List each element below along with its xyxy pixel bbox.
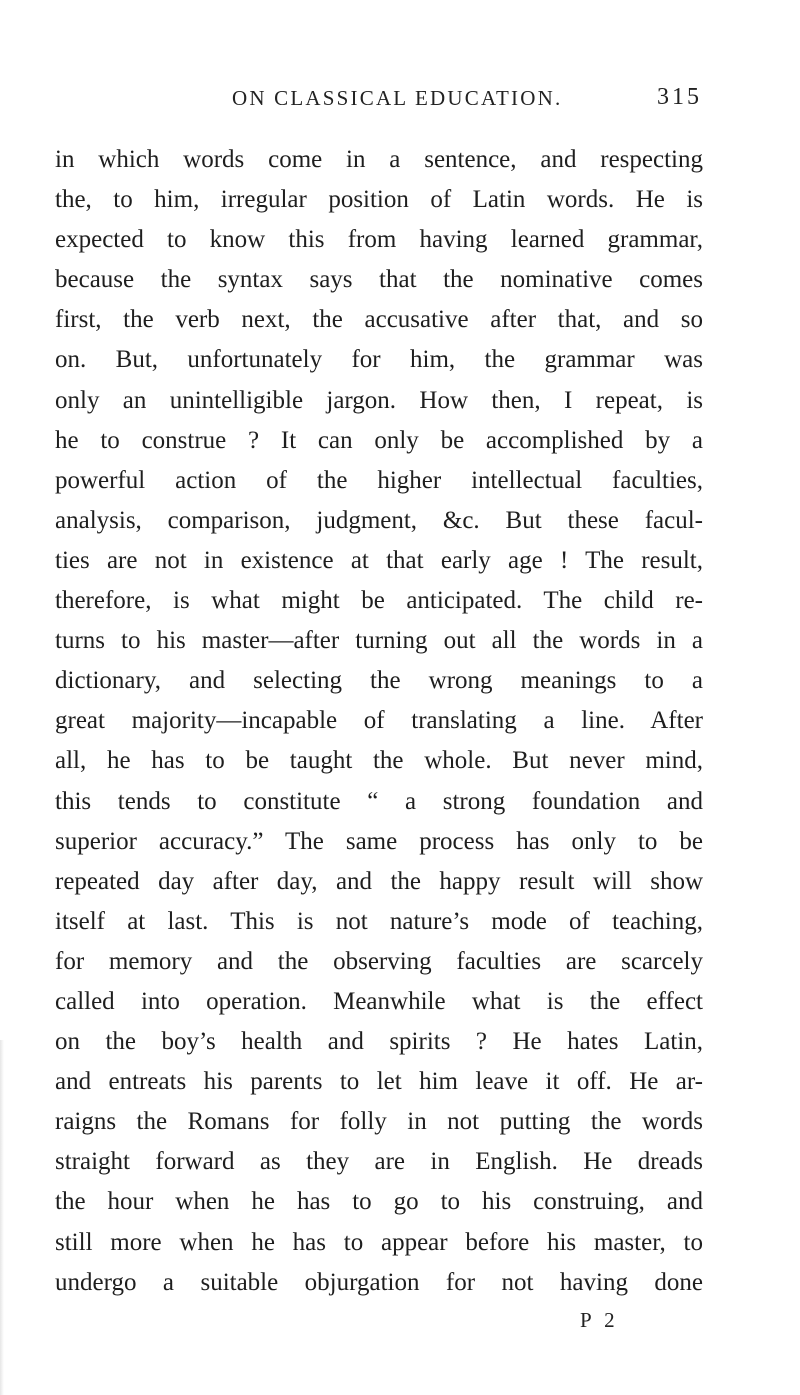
text-line: only an unintelligible jargon. How then, I repeat, is	[55, 386, 703, 414]
text-line: on the boy’s health and spirits ? He hates Latin,	[55, 1028, 703, 1056]
text-line: dictionary, and selecting the wrong meanings to a	[55, 667, 703, 695]
text-line: on. But, unfortunately for him, the grammar was	[55, 346, 703, 374]
text-line: raigns the Romans for folly in not putting the words	[55, 1108, 703, 1136]
text-line: the, to him, irregular position of Latin words. He is	[55, 186, 703, 214]
text-line: analysis, comparison, judgment, &c. But these facul-	[55, 506, 703, 534]
text-line: turns to his master—after turning out all the words in a	[55, 627, 703, 655]
text-line: undergo a suitable objurgation for not having done	[55, 1268, 703, 1296]
running-title: ON CLASSICAL EDUCATION.	[232, 86, 563, 110]
text-line: expected to know this from having learned grammar,	[55, 226, 703, 254]
text-line: for memory and the observing faculties are scarcely	[55, 947, 703, 975]
text-line: first, the verb next, the accusative after that, and so	[55, 306, 703, 334]
text-line: straight forward as they are in English. He dreads	[55, 1148, 703, 1176]
running-head	[232, 86, 702, 116]
scan-edge-shadow	[0, 1040, 4, 1395]
text-line: ties are not in existence at that early age ! The result,	[55, 546, 703, 574]
text-line: repeated day after day, and the happy result will show	[55, 867, 703, 895]
text-line: and entreats his parents to let him leave it off. He ar-	[55, 1068, 703, 1096]
text-line: the hour when he has to go to his construing, and	[55, 1188, 703, 1216]
text-line: called into operation. Meanwhile what is the effect	[55, 987, 703, 1015]
body-text	[55, 140, 703, 1303]
text-line: itself at last. This is not nature’s mode of teaching,	[55, 907, 703, 935]
text-line: great majority—incapable of translating a line. After	[55, 707, 703, 735]
text-line: therefore, is what might be anticipated. The child re-	[55, 587, 703, 615]
text-line: all, he has to be taught the whole. But never mind,	[55, 747, 703, 775]
text-line: this tends to constitute “ a strong foundation and	[55, 787, 703, 815]
text-line: in which words come in a sentence, and respecting	[55, 146, 703, 173]
text-line: he to construe ? It can only be accomplished by a	[55, 426, 703, 454]
text-line: still more when he has to appear before his master, to	[55, 1228, 703, 1256]
signature-mark: P 2	[580, 1308, 619, 1332]
text-line: because the syntax says that the nominative comes	[55, 266, 703, 294]
page-number: 315	[657, 84, 702, 110]
text-line: powerful action of the higher intellectual faculties,	[55, 466, 703, 494]
text-line: superior accuracy.” The same process has only to be	[55, 827, 703, 855]
